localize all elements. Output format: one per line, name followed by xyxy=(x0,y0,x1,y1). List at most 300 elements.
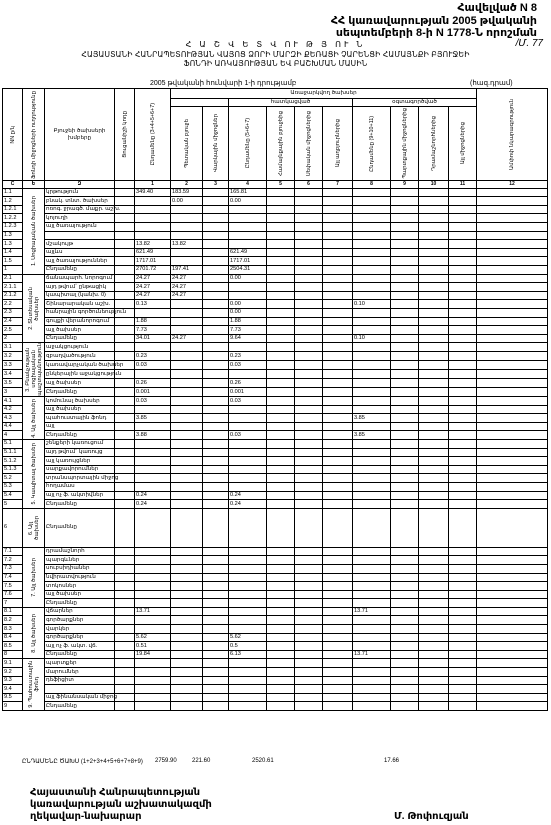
indicator-code xyxy=(115,625,135,634)
value-cell xyxy=(323,231,353,240)
indicator-code xyxy=(115,439,135,448)
table-row xyxy=(3,257,548,266)
value-cell xyxy=(171,500,203,509)
indicator-code xyxy=(115,188,135,197)
appendix-number: Հավելված N 8 xyxy=(457,2,537,14)
value-cell xyxy=(171,659,203,668)
value-cell xyxy=(203,457,229,466)
value-cell xyxy=(203,405,229,414)
value-cell xyxy=(419,590,449,599)
value-cell xyxy=(203,448,229,457)
indicator-code xyxy=(115,231,135,240)
value-cell xyxy=(323,431,353,440)
value-cell xyxy=(135,693,171,702)
row-number: 1.3 xyxy=(3,240,23,249)
value-cell xyxy=(323,388,353,397)
value-cell xyxy=(391,625,419,634)
value-cell xyxy=(391,685,419,694)
expense-item: Ընդամենը xyxy=(45,265,115,274)
value-cell xyxy=(267,352,295,361)
col-no: NN ը/կ xyxy=(3,89,23,181)
value-cell xyxy=(449,500,477,509)
value-cell xyxy=(419,616,449,625)
value-cell xyxy=(203,693,229,702)
value-cell: 24.27 xyxy=(135,291,171,300)
value-cell xyxy=(477,616,548,625)
indicator-code xyxy=(115,274,135,283)
indicator-code xyxy=(115,491,135,500)
col-credit: Վարկային միջոցներ xyxy=(203,107,229,181)
value-cell xyxy=(295,685,323,694)
value-cell xyxy=(203,334,229,343)
value-cell xyxy=(135,599,171,608)
value-cell xyxy=(171,388,203,397)
value-cell xyxy=(477,633,548,642)
table-row xyxy=(3,205,548,214)
table-row xyxy=(3,334,548,343)
value-cell: 0.00 xyxy=(229,197,267,206)
grand-total-label: ԸՆԴԱՄԵՆԸ ԾԱԽՍ (1+2+3+4+5+6+7+8+9) xyxy=(22,759,143,765)
table-row xyxy=(3,500,548,509)
value-cell xyxy=(419,607,449,616)
value-cell xyxy=(203,676,229,685)
value-cell xyxy=(419,231,449,240)
indicator-code xyxy=(115,248,135,257)
value-cell: 1717.01 xyxy=(229,257,267,266)
indicator-code xyxy=(115,582,135,591)
row-number: 8 xyxy=(3,650,23,659)
value-cell xyxy=(135,556,171,565)
value-cell xyxy=(353,633,391,642)
table-row xyxy=(3,508,548,547)
indicator-code xyxy=(115,508,135,547)
value-cell xyxy=(353,308,391,317)
signatory-title xyxy=(30,787,212,823)
indicator-code xyxy=(115,633,135,642)
value-cell xyxy=(135,590,171,599)
document-header xyxy=(237,2,537,40)
row-number: 9.3 xyxy=(3,676,23,685)
value-cell xyxy=(419,633,449,642)
value-cell xyxy=(135,659,171,668)
value-cell: 0.24 xyxy=(135,500,171,509)
table-row xyxy=(3,388,548,397)
value-cell xyxy=(353,361,391,370)
value-cell xyxy=(391,590,419,599)
value-cell xyxy=(419,257,449,266)
value-cell xyxy=(391,693,419,702)
value-cell xyxy=(171,405,203,414)
value-cell xyxy=(323,361,353,370)
value-cell: 349.40 xyxy=(135,188,171,197)
indicator-code xyxy=(115,352,135,361)
value-cell xyxy=(353,659,391,668)
value-cell xyxy=(203,474,229,483)
value-cell xyxy=(171,668,203,677)
expense-item: այլ ֆինանսական միջոց xyxy=(46,694,118,701)
value-cell xyxy=(449,573,477,582)
value-cell xyxy=(353,222,391,231)
value-cell xyxy=(419,317,449,326)
value-cell: 0.00 xyxy=(171,197,203,206)
value-cell xyxy=(391,564,419,573)
value-cell xyxy=(171,414,203,423)
value-cell: 0.5 xyxy=(229,642,267,651)
value-cell xyxy=(323,556,353,565)
report-title-sub2: ՖՈՆԴԻ ԱՌԿԱՅՈՒԹՅԱՆ ԵՎ ԲԱՇԽՄԱՆ ՄԱՍԻՆ xyxy=(183,59,368,68)
value-cell xyxy=(171,257,203,266)
value-cell xyxy=(229,547,267,556)
value-cell xyxy=(203,625,229,634)
expense-item: Ընդամենը xyxy=(45,334,115,343)
value-cell xyxy=(267,214,295,223)
expense-item: այլ ծախսեր xyxy=(45,379,115,388)
value-cell xyxy=(353,702,391,711)
value-cell xyxy=(229,283,267,292)
value-cell xyxy=(295,317,323,326)
value-cell xyxy=(391,308,419,317)
value-cell xyxy=(267,465,295,474)
row-number: 5.1.3 xyxy=(3,465,23,474)
value-cell xyxy=(295,334,323,343)
value-cell xyxy=(353,676,391,685)
table-row xyxy=(3,240,548,249)
value-cell xyxy=(267,248,295,257)
value-cell xyxy=(171,205,203,214)
indicator-code xyxy=(115,291,135,300)
value-cell xyxy=(171,482,203,491)
value-cell xyxy=(477,547,548,556)
value-cell xyxy=(477,582,548,591)
value-cell xyxy=(323,222,353,231)
row-number: 3.1 xyxy=(3,343,23,352)
value-cell xyxy=(323,343,353,352)
value-cell xyxy=(419,240,449,249)
value-cell xyxy=(295,659,323,668)
value-cell xyxy=(353,343,391,352)
value-cell xyxy=(229,676,267,685)
value-cell xyxy=(203,291,229,300)
value-cell xyxy=(477,607,548,616)
grand-total-used: 17.66 xyxy=(384,758,400,764)
value-cell xyxy=(353,388,391,397)
row-number: 3.5 xyxy=(3,379,23,388)
indicator-code xyxy=(115,214,135,223)
value-cell xyxy=(135,197,171,206)
row-number: 5.1.1 xyxy=(3,448,23,457)
indicator-code xyxy=(115,702,135,711)
value-cell xyxy=(477,676,548,685)
value-cell xyxy=(449,676,477,685)
value-cell xyxy=(477,283,548,292)
expense-item: կրթություն xyxy=(45,188,115,197)
value-cell xyxy=(449,222,477,231)
value-cell xyxy=(203,388,229,397)
value-cell: 0.23 xyxy=(135,352,171,361)
value-cell xyxy=(391,500,419,509)
row-number: 7.2 xyxy=(3,556,23,565)
indicator-code xyxy=(115,616,135,625)
value-cell xyxy=(229,205,267,214)
value-cell xyxy=(449,422,477,431)
expense-item: Ընդամենը xyxy=(45,500,115,509)
value-cell xyxy=(267,457,295,466)
table-row xyxy=(3,556,548,565)
col-group-main: Առաջարկվող ծախսեր xyxy=(171,89,477,99)
table-row xyxy=(3,361,548,370)
value-cell xyxy=(229,693,267,702)
value-cell xyxy=(229,439,267,448)
value-cell xyxy=(419,491,449,500)
row-number: 1.5 xyxy=(3,257,23,266)
row-number: 1.2.1 xyxy=(3,205,23,214)
value-cell xyxy=(449,582,477,591)
value-cell xyxy=(419,556,449,565)
indicator-code xyxy=(115,334,135,343)
expense-item: ոռոգ. ջրագծ. մաքր. աշխ. xyxy=(46,206,121,213)
value-cell xyxy=(203,599,229,608)
col-community: Համայնքային բյուջեից xyxy=(267,107,295,181)
value-cell xyxy=(267,188,295,197)
value-cell xyxy=(229,465,267,474)
value-cell xyxy=(449,702,477,711)
value-cell xyxy=(267,625,295,634)
value-cell xyxy=(449,431,477,440)
value-cell xyxy=(449,334,477,343)
value-cell xyxy=(353,405,391,414)
value-cell xyxy=(391,240,419,249)
col-items: Բյուջեի ծախսերի խմբերը xyxy=(45,89,115,181)
value-cell xyxy=(203,482,229,491)
value-cell xyxy=(295,379,323,388)
value-cell xyxy=(419,439,449,448)
value-cell xyxy=(477,508,548,547)
col-total: Ընդամենը (3+4+5+6+7) xyxy=(135,89,171,181)
value-cell xyxy=(477,564,548,573)
value-cell xyxy=(267,240,295,249)
value-cell xyxy=(391,633,419,642)
table-row xyxy=(3,326,548,335)
value-cell xyxy=(295,668,323,677)
value-cell xyxy=(267,326,295,335)
expense-item: հողամաս xyxy=(45,482,115,491)
indicator-code xyxy=(115,556,135,565)
value-cell xyxy=(353,439,391,448)
value-cell xyxy=(203,222,229,231)
indicator-code xyxy=(115,222,135,231)
value-cell xyxy=(353,668,391,677)
value-cell xyxy=(295,291,323,300)
value-cell xyxy=(477,482,548,491)
value-cell xyxy=(229,590,267,599)
expense-item: ճանապարհ. նորոգում xyxy=(45,274,115,283)
value-cell xyxy=(419,326,449,335)
value-cell xyxy=(229,414,267,423)
value-cell xyxy=(419,508,449,547)
value-cell xyxy=(135,474,171,483)
value-cell xyxy=(295,214,323,223)
value-cell xyxy=(203,397,229,406)
value-cell: 1.88 xyxy=(229,317,267,326)
value-cell xyxy=(449,361,477,370)
value-cell xyxy=(295,702,323,711)
value-cell xyxy=(477,308,548,317)
value-cell xyxy=(323,326,353,335)
value-cell xyxy=(295,300,323,309)
value-cell xyxy=(323,547,353,556)
value-cell xyxy=(391,274,419,283)
value-cell xyxy=(267,448,295,457)
value-cell xyxy=(353,625,391,634)
value-cell xyxy=(203,642,229,651)
row-number: 8.4 xyxy=(3,633,23,642)
value-cell xyxy=(135,625,171,634)
value-cell xyxy=(171,474,203,483)
row-number: 8.2 xyxy=(3,616,23,625)
value-cell xyxy=(419,582,449,591)
value-cell xyxy=(267,590,295,599)
expense-item: Ընդամենը xyxy=(45,599,115,608)
value-cell xyxy=(323,317,353,326)
indicator-code xyxy=(115,405,135,414)
table-row xyxy=(3,465,548,474)
expense-item: Ընդամենը xyxy=(45,431,115,440)
expense-item: այդ թվում` կառույց xyxy=(45,448,115,457)
value-cell xyxy=(323,693,353,702)
value-cell xyxy=(267,564,295,573)
value-cell xyxy=(477,405,548,414)
table-row xyxy=(3,599,548,608)
expense-item: ընկերային աջակցություն xyxy=(46,370,122,377)
expense-item: կոյուղի xyxy=(45,214,115,223)
section-label: 8. Այլ ծախսեր xyxy=(23,607,45,659)
value-cell xyxy=(295,326,323,335)
section-label: 1. Սոցիալական ծախսեր xyxy=(23,188,45,274)
value-cell xyxy=(391,370,419,379)
row-number: 7.1 xyxy=(3,547,23,556)
expense-item xyxy=(45,685,115,694)
value-cell xyxy=(267,317,295,326)
value-cell xyxy=(477,388,548,397)
value-cell xyxy=(135,439,171,448)
value-cell xyxy=(323,668,353,677)
value-cell xyxy=(295,607,323,616)
value-cell xyxy=(229,291,267,300)
value-cell xyxy=(203,590,229,599)
value-cell xyxy=(229,607,267,616)
value-cell: 0.03 xyxy=(229,361,267,370)
expense-item: Ընդամենը xyxy=(45,388,115,397)
value-cell xyxy=(171,431,203,440)
value-cell xyxy=(391,265,419,274)
value-cell xyxy=(267,702,295,711)
value-cell xyxy=(419,274,449,283)
value-cell: 9.64 xyxy=(229,334,267,343)
expense-item: սուբսիդիաներ xyxy=(45,564,115,573)
value-cell xyxy=(391,676,419,685)
value-cell xyxy=(135,582,171,591)
value-cell xyxy=(267,300,295,309)
value-cell xyxy=(391,702,419,711)
value-cell xyxy=(477,334,548,343)
column-index-row: C Ե Զ 1 2 3 4 5 6 7 8 9 10 11 12 xyxy=(3,181,548,189)
value-cell xyxy=(323,582,353,591)
table-row xyxy=(3,482,548,491)
value-cell xyxy=(295,439,323,448)
value-cell xyxy=(295,397,323,406)
table-row xyxy=(3,573,548,582)
value-cell xyxy=(295,361,323,370)
section-label: 7. Այլ ծախսեր xyxy=(23,547,45,607)
value-cell xyxy=(323,508,353,547)
expense-item: այլ ծախսեր xyxy=(45,326,115,335)
value-cell xyxy=(203,702,229,711)
row-number: 6 xyxy=(3,508,23,547)
value-cell xyxy=(323,465,353,474)
value-cell xyxy=(295,465,323,474)
value-cell xyxy=(203,352,229,361)
value-cell xyxy=(391,334,419,343)
value-cell xyxy=(477,343,548,352)
value-cell: 3.88 xyxy=(135,431,171,440)
value-cell xyxy=(203,668,229,677)
value-cell xyxy=(323,482,353,491)
value-cell xyxy=(449,397,477,406)
value-cell xyxy=(323,659,353,668)
value-cell xyxy=(477,361,548,370)
value-cell xyxy=(295,693,323,702)
row-number: 2.1 xyxy=(3,274,23,283)
value-cell xyxy=(353,582,391,591)
value-cell xyxy=(267,500,295,509)
table-row xyxy=(3,397,548,406)
value-cell xyxy=(449,300,477,309)
value-cell xyxy=(267,693,295,702)
value-cell xyxy=(229,582,267,591)
value-cell xyxy=(203,274,229,283)
value-cell: 3.85 xyxy=(353,414,391,423)
value-cell xyxy=(419,283,449,292)
value-cell: 5.62 xyxy=(135,633,171,642)
value-cell xyxy=(419,248,449,257)
value-cell xyxy=(419,465,449,474)
indicator-code xyxy=(115,693,135,702)
value-cell xyxy=(267,274,295,283)
expense-item: կապիտալ (կանխ. 0) xyxy=(45,291,115,300)
value-cell xyxy=(323,590,353,599)
value-cell xyxy=(295,482,323,491)
value-cell xyxy=(171,573,203,582)
value-cell xyxy=(449,291,477,300)
value-cell xyxy=(419,650,449,659)
value-cell xyxy=(419,334,449,343)
indicator-code xyxy=(115,422,135,431)
value-cell xyxy=(323,352,353,361)
expense-item: աջակցություն xyxy=(45,343,115,352)
value-cell xyxy=(419,388,449,397)
value-cell xyxy=(203,283,229,292)
appendix-govt: ՀՀ կառավարության 2005 թվականի xyxy=(330,14,537,27)
value-cell xyxy=(323,500,353,509)
value-cell xyxy=(295,370,323,379)
value-cell xyxy=(353,205,391,214)
value-cell xyxy=(353,291,391,300)
value-cell xyxy=(295,642,323,651)
table-row xyxy=(3,414,548,423)
row-number: 4.4 xyxy=(3,422,23,431)
value-cell xyxy=(449,448,477,457)
value-cell xyxy=(171,231,203,240)
